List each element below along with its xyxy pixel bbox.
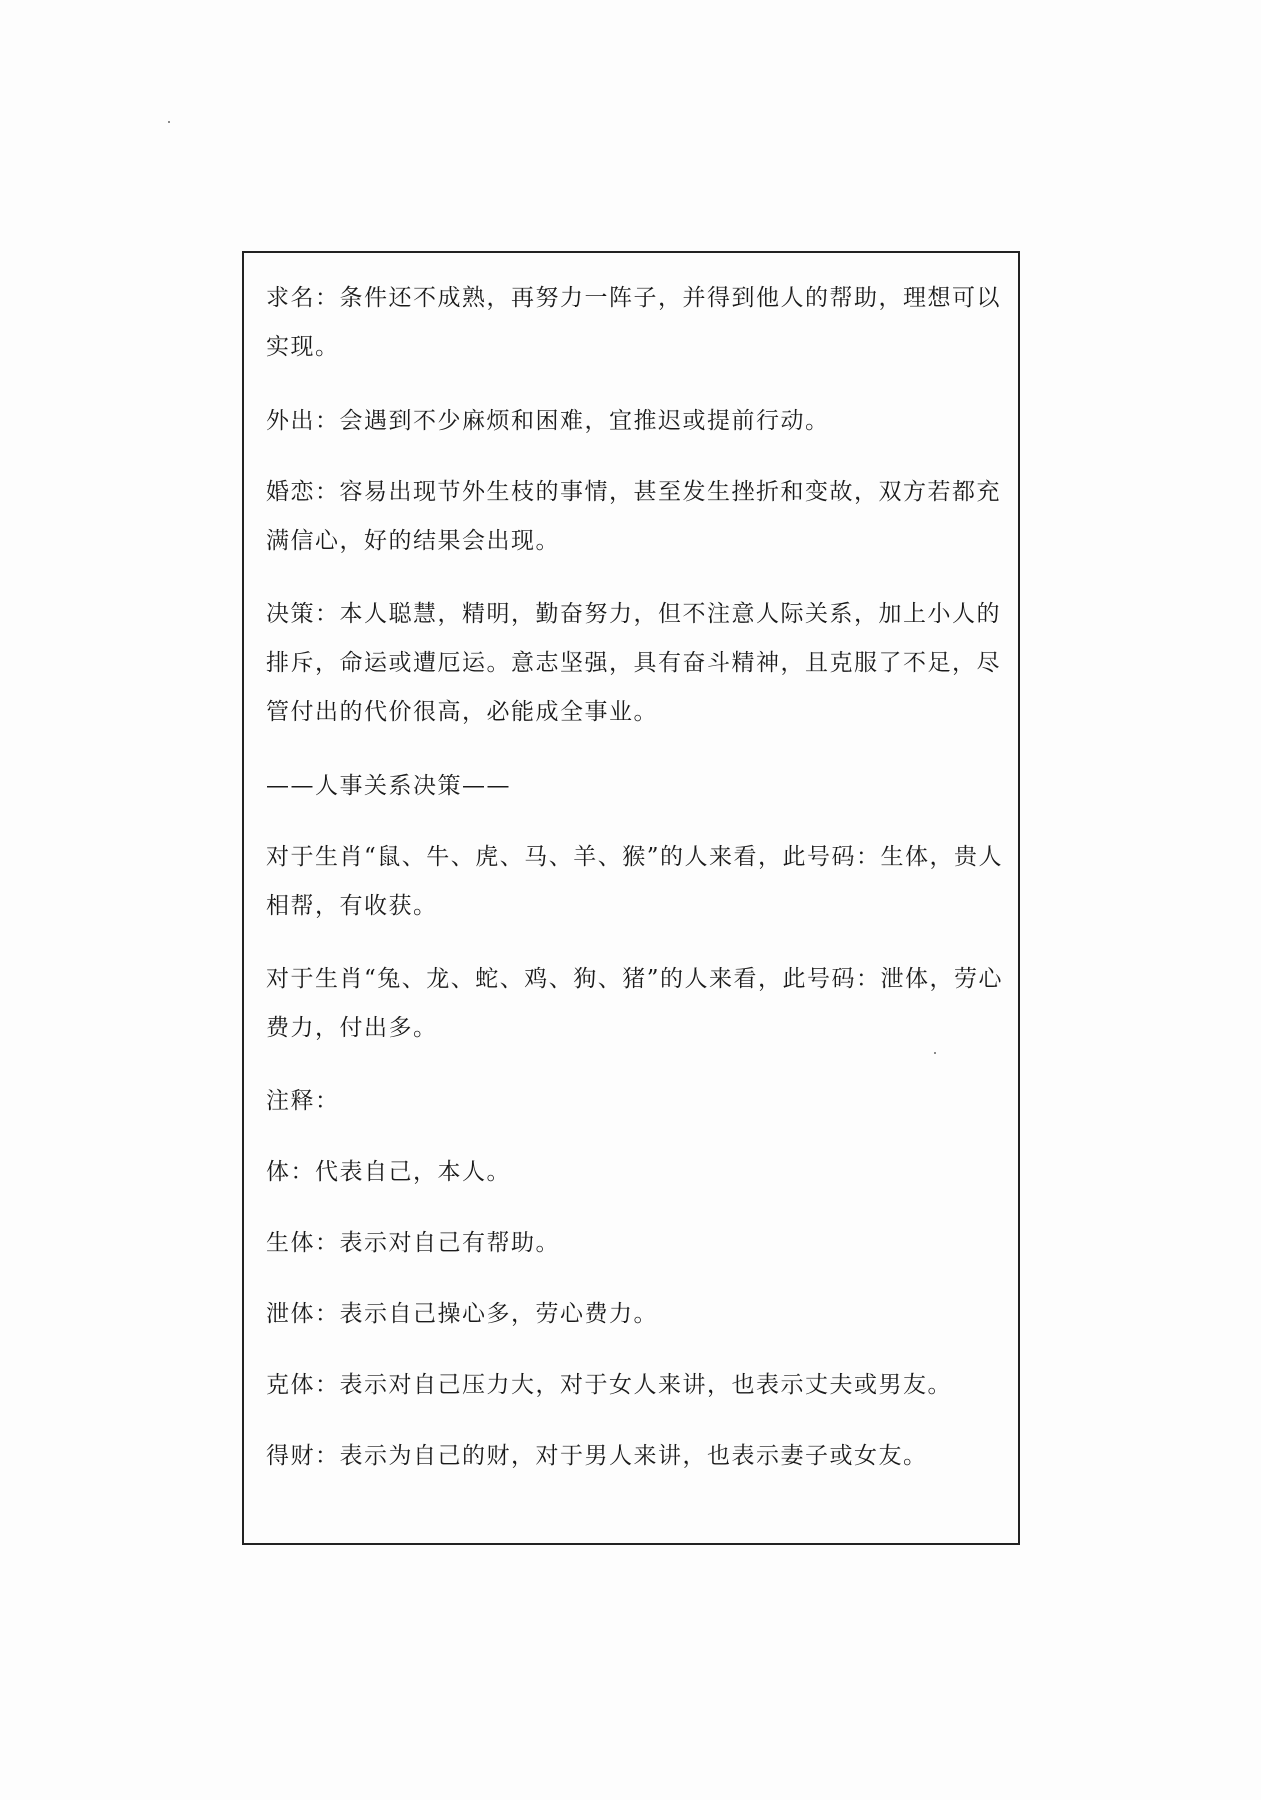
paragraph-juece: 决策：本人聪慧，精明，勤奋努力，但不注意人际关系，加上小人的排斥，命运或遭厄运。意志坚强，具有奋斗精神，且克服了不足，尽管付出的代价很高，必能成全事业。 bbox=[266, 601, 1001, 725]
paragraph-zodiac-2: 对于生肖“兔、龙、蛇、鸡、狗、猪”的人来看，此号码：泄体，劳心费力，付出多。 bbox=[266, 966, 1004, 1041]
paragraph-zodiac-1: 对于生肖“鼠、牛、虎、马、羊、猴”的人来看，此号码：生体，贵人相帮，有收获。 bbox=[266, 844, 1004, 919]
note-xieti: 泄体：表示自己操心多，劳心费力。 bbox=[266, 1301, 658, 1327]
note-keti: 克体：表示对自己压力大，对于女人来讲，也表示丈夫或男友。 bbox=[266, 1372, 952, 1398]
notes-heading: 注释： bbox=[266, 1088, 340, 1114]
section-heading: ——人事关系决策—— bbox=[266, 773, 511, 799]
scan-speck bbox=[168, 121, 170, 123]
note-decai: 得财：表示为自己的财，对于男人来讲，也表示妻子或女友。 bbox=[266, 1443, 928, 1469]
content-frame bbox=[242, 251, 1020, 1545]
paragraph-hunlian: 婚恋：容易出现节外生枝的事情，甚至发生挫折和变故，双方若都充满信心，好的结果会出现。 bbox=[266, 479, 1001, 554]
paragraph-waichu: 外出：会遇到不少麻烦和困难，宜推迟或提前行动。 bbox=[266, 408, 830, 434]
note-ti: 体：代表自己，本人。 bbox=[266, 1159, 511, 1185]
paragraph-qiuming: 求名：条件还不成熟，再努力一阵子，并得到他人的帮助，理想可以实现。 bbox=[266, 285, 1001, 360]
note-shengti: 生体：表示对自己有帮助。 bbox=[266, 1230, 560, 1256]
